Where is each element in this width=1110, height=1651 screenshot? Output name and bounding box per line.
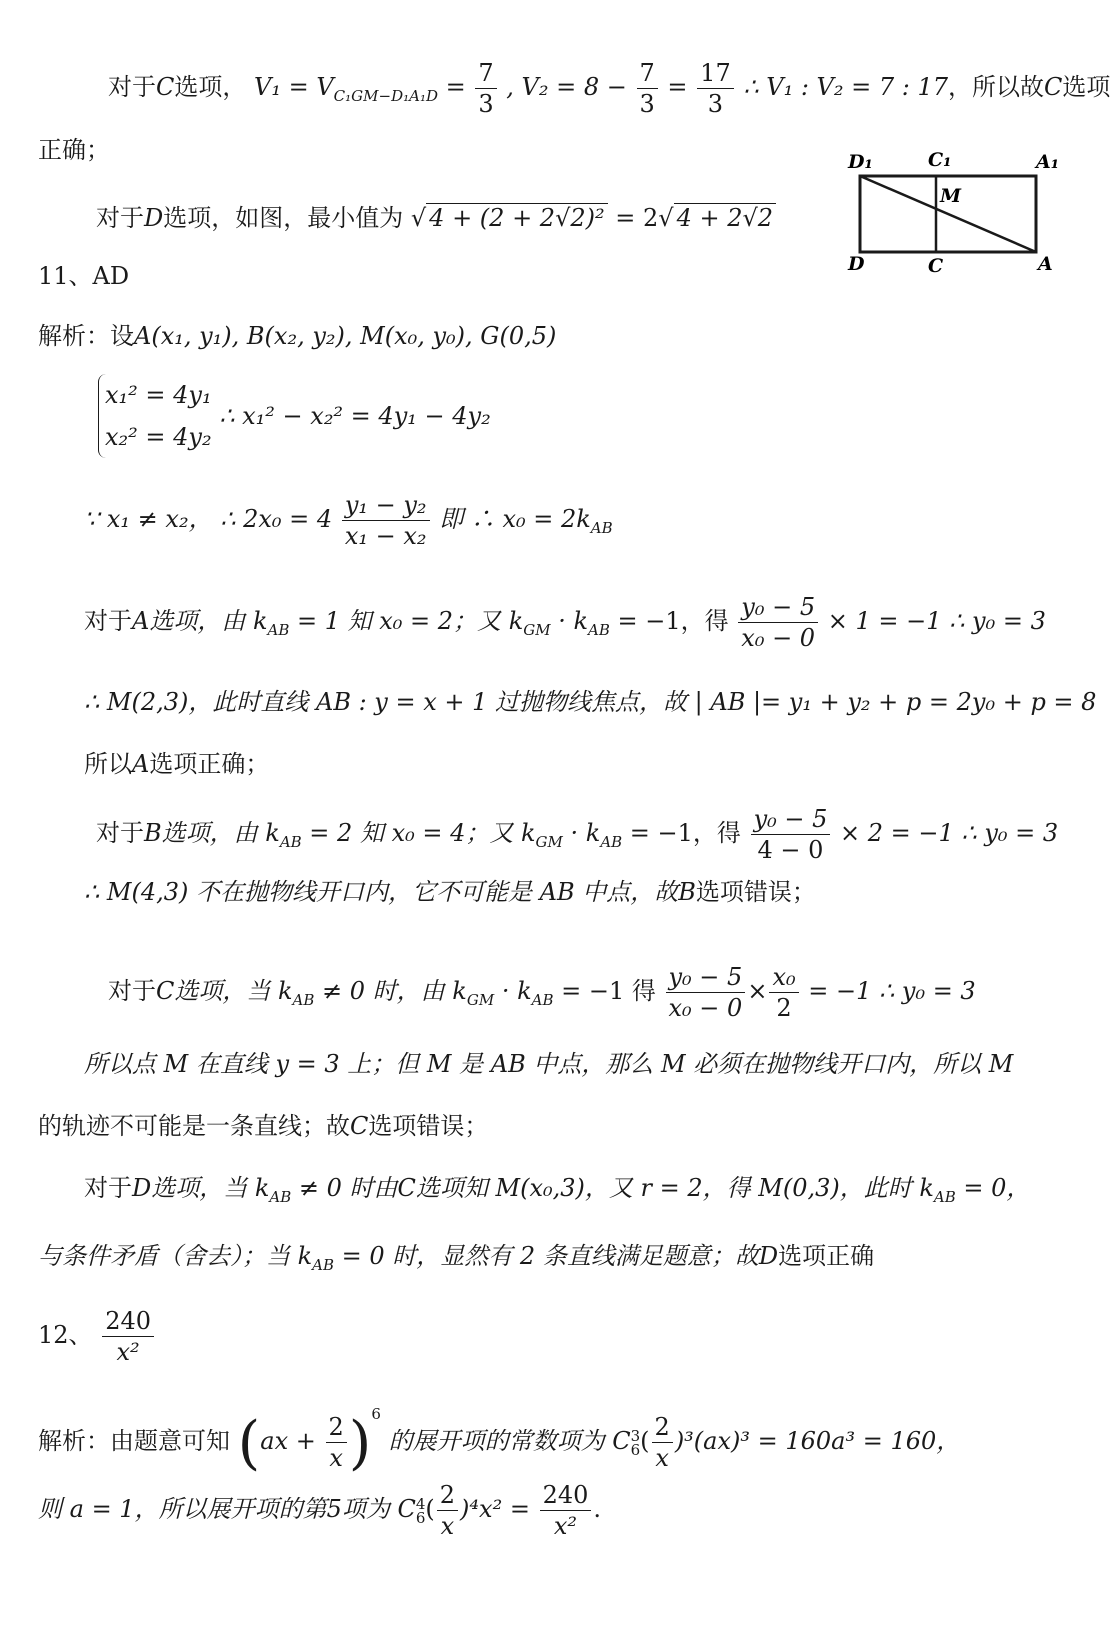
fraction: $\frac{17}{3}$ bbox=[697, 58, 734, 119]
q11-c-line2: 所以点 M 在直线 y = 3 上；但 M 是 AB 中点，那么 M 必须在抛物线开口内，所以 M bbox=[84, 1050, 1014, 1078]
fraction: $\frac{7}{3}$ bbox=[637, 58, 658, 119]
rectangle-diagram bbox=[848, 149, 1060, 277]
q12-result: 则 a = 1，所以展开项的第5项为 C 4 6 ( $\frac{2}{x}$ )⁴x² = $\frac{240}{\text{x²}}$ . bbox=[38, 1481, 602, 1540]
q12-number: 12、 $\frac{240}{\text{x²}}$ bbox=[38, 1306, 156, 1367]
label-A1: A₁ bbox=[1036, 151, 1060, 173]
q11-c-line3: 的轨迹不可能是一条直线；故C选项错误； bbox=[38, 1112, 489, 1140]
d-option-line: 对于D选项，如图，最小值为 √ 4 + (2 + 2√2)² = 2√ 4 + 2√2 bbox=[96, 198, 776, 238]
q11-c-option: 对于C选项，当 $k_{AB} \ne 0$ 时，由 $k_{GM} \cdot k_{AB} = -1$ 得 $\frac{\text{y₀ − 5}}{\text{x₀ − 0}}$ × $\frac{\text{x₀}}{2}$ = −1 ∴ y₀ = 3 bbox=[108, 963, 976, 1022]
q11-d-line2: 与条件矛盾（舍去）；当 $k_{AB} = 0$ 时，显然有 2 条直线满足题意；故D选项正确 bbox=[38, 1242, 875, 1274]
q11-b-result: ∴ M(4,3) 不在抛物线开口内，它不可能是 AB 中点，故B选项错误； bbox=[84, 878, 816, 906]
q11-a-option: 对于A选项，由 $k_{AB} = 1$ 知 x₀ = 2；又 $k_{GM} \cdot k_{AB} = -1$，得 $\frac{\text{y₀ − 5}}{\text{x₀ − 0}}$ × 1 = −1 ∴ y₀ = 3 bbox=[84, 593, 1046, 652]
q11-a-result: ∴ M(2,3)，此时直线 AB : y = x + 1 过抛物线焦点，故 | AB |= y₁ + y₂ + p = 2y₀ + p = 8 bbox=[84, 688, 1097, 716]
q12-solution: 解析：由题意可知 (ax + $\frac{2}{x}$ )$^6$ 的展开项的常数项为 C 3 6 ( $\frac{2}{x}$ )³(ax)³ = 160a³ = 160， bbox=[38, 1405, 961, 1477]
fraction: $\frac{7}{3}$ bbox=[475, 58, 496, 119]
q11-number: 11、AD bbox=[38, 262, 130, 290]
label-D: D bbox=[848, 253, 865, 275]
q11-setup: 解析：设A(x₁, y₁), B(x₂, y₂), M(x₀, y₀), G(0,5) bbox=[38, 322, 557, 350]
c-option-correct: 正确； bbox=[38, 136, 110, 164]
c-option-line: 对于C选项， $V_1 = V_{C_1GM-D_1A_1D}$ = $\frac{7}{3}$ , V₂ = 8 − $\frac{7}{3}$ = $\frac{17}{3}$ ∴ V₁ : V₂ = 7 : 17，所以故C选项 bbox=[108, 59, 1110, 118]
q11-system: x₁² = 4y₁ x₂² = 4y₂ ∴ x₁² − x₂² = 4y₁ − 4y₂ bbox=[98, 374, 491, 458]
label-C: C bbox=[928, 255, 944, 277]
q11-a-correct: 所以A选项正确； bbox=[84, 750, 270, 778]
q11-row1: ∵ x₁ ≠ x₂， ∴ 2x₀ = 4 $\frac{\text{y₁ − y₂}}{\text{x₁ − x₂}}$ 即 ∴ $x_0 = 2k_{AB}$ bbox=[84, 491, 613, 550]
q11-b-option: 对于B选项，由 $k_{AB} = 2$ 知 x₀ = 4；又 $k_{GM} \cdot k_{AB} = -1$，得 $\frac{\text{y₀ − 5}}{4 - 0}$ × 2 = −1 ∴ y₀ = 3 bbox=[96, 805, 1059, 864]
label-A: A bbox=[1038, 253, 1053, 275]
label-D1: D₁ bbox=[848, 151, 873, 173]
label-C1: C₁ bbox=[928, 149, 952, 171]
q11-d-option: 对于D选项，当 $k_{AB} \ne 0$ 时由C选项知 M(x₀,3)，又 r = 2，得 M(0,3)，此时 $k_{AB} = 0$， bbox=[84, 1174, 1031, 1206]
label-M: M bbox=[940, 185, 962, 207]
